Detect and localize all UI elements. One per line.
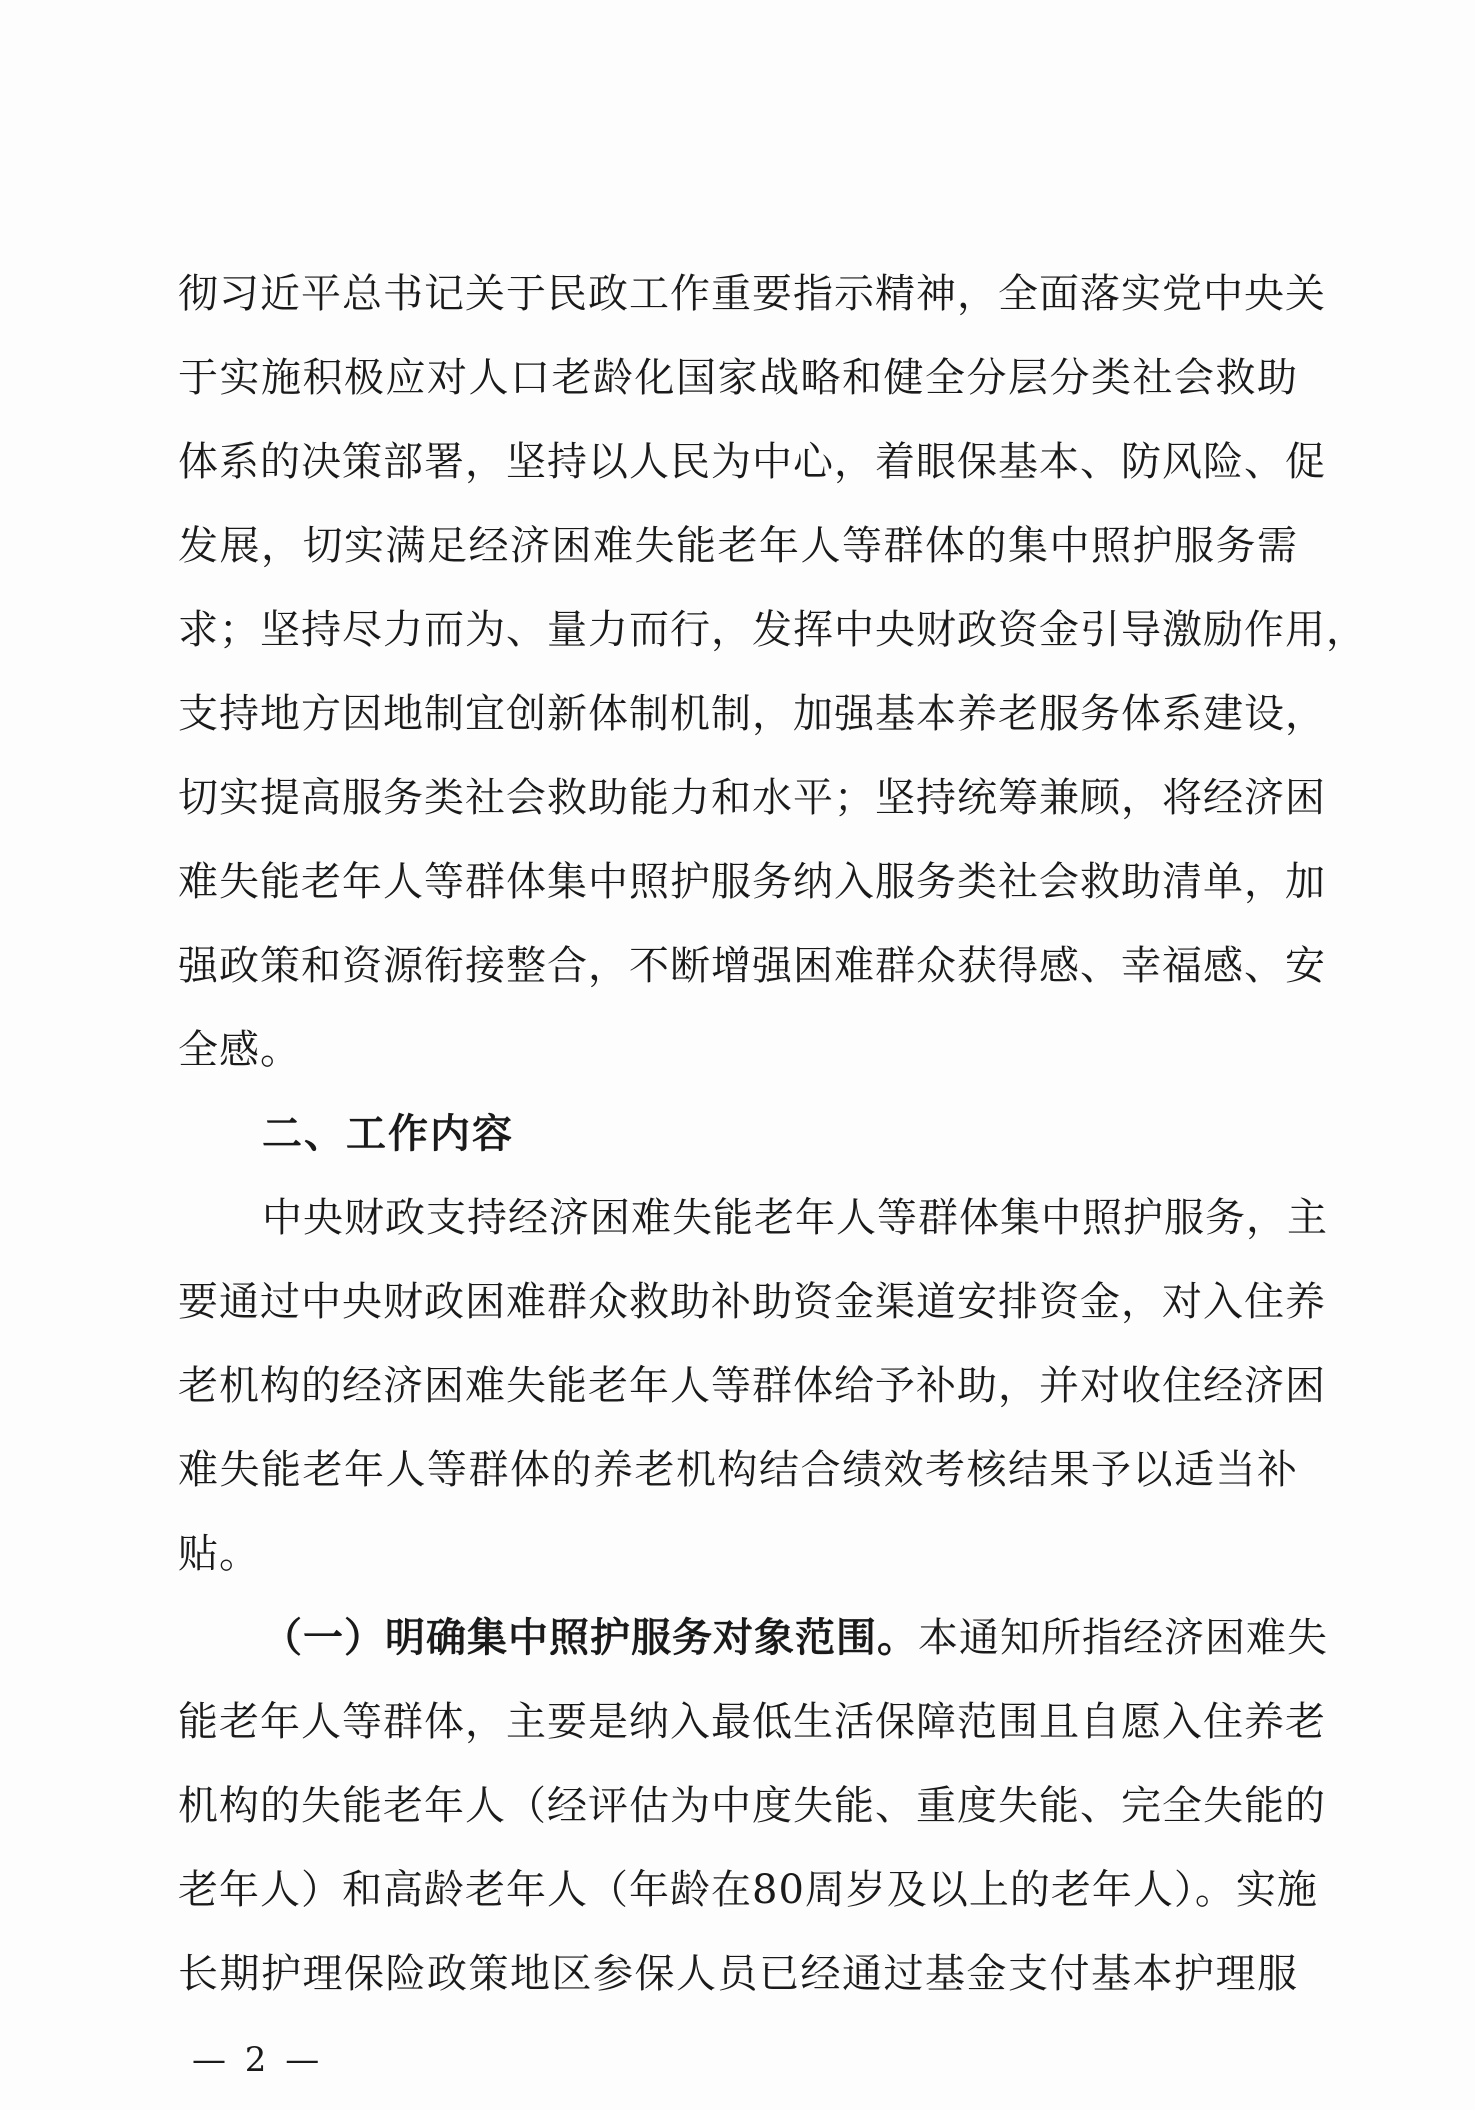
subsection-first-line [262, 1610, 1328, 1666]
paragraph-line: 切实提高服务类社会救助能力和水平；坚持统筹兼顾，将经济困 [178, 775, 1326, 821]
paragraph-line: 求；坚持尽力而为、量力而行，发挥中央财政资金引导激励作用， [178, 607, 1367, 653]
paragraph-line: 支持地方因地制宜创新体制机制，加强基本养老服务体系建设， [178, 691, 1326, 737]
paragraph-line: 强政策和资源衔接整合，不断增强困难群众获得感、幸福感、安 [178, 943, 1326, 989]
paragraph-line: 要通过中央财政困难群众救助补助资金渠道安排资金，对入住养 [178, 1279, 1326, 1325]
subsection-heading: （一）明确集中照护服务对象范围。 [262, 1615, 918, 1661]
paragraph-line: 难失能老年人等群体的养老机构结合绩效考核结果予以适当补 [178, 1447, 1298, 1493]
section-heading: 二、工作内容 [262, 1111, 514, 1157]
page-number: — 2 — [192, 2040, 324, 2080]
paragraph-line: 于实施积极应对人口老龄化国家战略和健全分层分类社会救助 [178, 355, 1298, 401]
paragraph-line: 彻习近平总书记关于民政工作重要指示精神，全面落实党中央关 [178, 271, 1326, 317]
paragraph-line: 老年人）和高龄老年人（年龄在80周岁及以上的老年人）。实施 [178, 1867, 1318, 1913]
subsection-text: 本通知所指经济困难失 [918, 1615, 1328, 1661]
paragraph-line: 老机构的经济困难失能老年人等群体给予补助，并对收住经济困 [178, 1363, 1326, 1409]
paragraph-line: 全感。 [178, 1027, 301, 1073]
paragraph-line: 难失能老年人等群体集中照护服务纳入服务类社会救助清单，加 [178, 859, 1326, 905]
paragraph-line: 体系的决策部署，坚持以人民为中心，着眼保基本、防风险、促 [178, 439, 1326, 485]
paragraph-line: 能老年人等群体，主要是纳入最低生活保障范围且自愿入住养老 [178, 1699, 1326, 1745]
paragraph-line: 发展，切实满足经济困难失能老年人等群体的集中照护服务需 [178, 523, 1298, 569]
paragraph-line: 贴。 [178, 1531, 260, 1577]
paragraph-line: 机构的失能老年人（经评估为中度失能、重度失能、完全失能的 [178, 1783, 1326, 1829]
paragraph-line: 中央财政支持经济困难失能老年人等群体集中照护服务，主 [262, 1195, 1328, 1241]
paragraph-line: 长期护理保险政策地区参保人员已经通过基金支付基本护理服 [178, 1951, 1298, 1997]
